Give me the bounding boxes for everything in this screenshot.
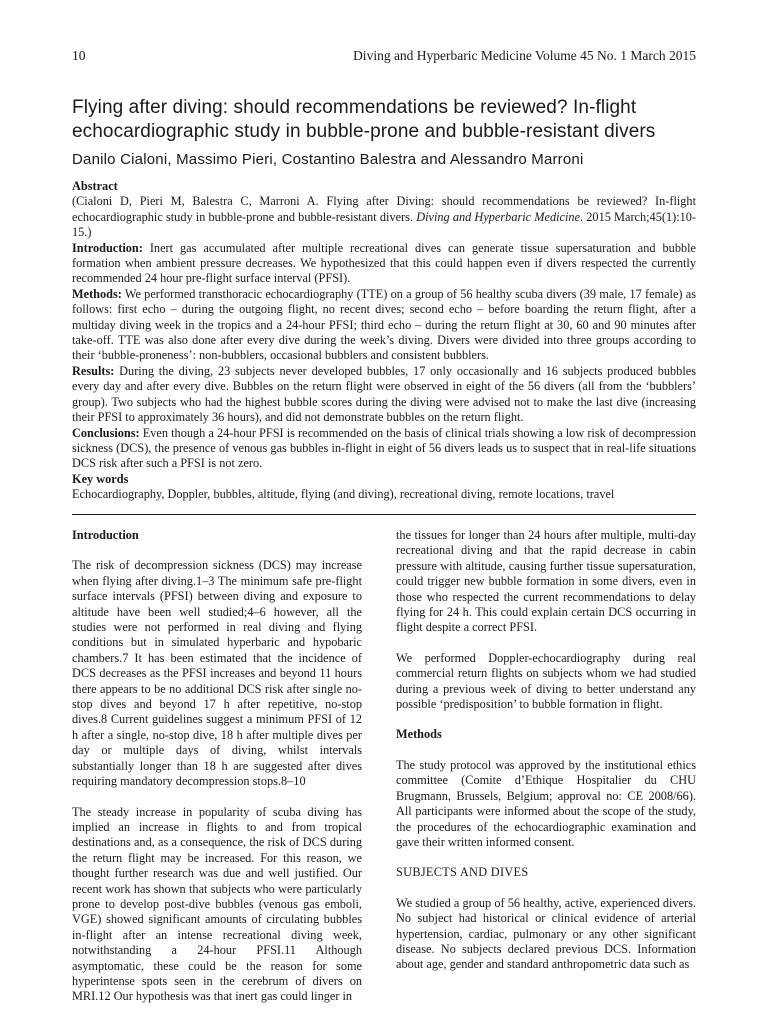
body-column-left (72, 528, 362, 1020)
section-divider (72, 514, 696, 515)
body-paragraph: We studied a group of 56 healthy, active, experienced divers. No subject had historical or clinical evidence of arterial hypertension, cardiac, pulmonary or any other significant disease. No subjects declared previous DCS. Information about age, gender and standard anthropometric data such as (396, 895, 696, 972)
abstract-results (72, 364, 696, 426)
body-paragraph: We performed Doppler-echocardiography during real commercial return flights on subjects whom we had studied during a previous week of diving to better understand any possible ‘predisposition’ to bubble formation in flight. (396, 650, 696, 712)
introduction-heading: Introduction (72, 528, 139, 542)
keywords-heading: Key words (72, 472, 129, 486)
results-text: During the diving, 23 subjects never developed bubbles, 17 only occasionally and 16 subjects produced bubbles every day and after every dive. Bubbles on the return flight were observed in eight of the 56 divers (all from the ‘bubblers’ group). Two subjects who had the highest bubble scores during the diving were advised not to make the last dive (increasing their PFSI to approximately 36 hours), and did not demonstrate bubbles on the return flight. (72, 363, 696, 425)
title-line-1: Flying after diving: should recommendations be reviewed? In-flight (72, 97, 637, 118)
journal-citation: Diving and Hyperbaric Medicine Volume 45 No. 1 March 2015 (353, 48, 696, 63)
page-number: 10 (72, 48, 86, 63)
intro-label: Introduction: (72, 240, 143, 255)
body-paragraph: The risk of decompression sickness (DCS) may increase when flying after diving.1–3 The minimum safe pre-flight surface intervals (PFSI) between diving and exposure to altitude have been well studied;4–6 however, all the studies were not performed in real diving and flying conditions but in simulated hyperbaric and hypobaric chambers.7 It has been estimated that the incidence of DCS decreases as the PFSI increases and beyond 11 hours there appears to be no additional DCS risk after single no-stop dives and beyond 17 h after repetitive, no-stop dives.8 Current guidelines suggest a minimum PFSI of 12 h after a single, no-stop dive, 18 h after multiple dives per day or multiple days of diving, whilst intervals substantially longer than 18 h are suggested after dives requiring mandatory decompression stops.8–10 (72, 558, 362, 789)
abstract (72, 179, 696, 472)
intro-text: Inert gas accumulated after multiple recreational dives can generate tissue supersaturation and bubble formation when ambient pressure decreases. We hypothesized that this could happen even if divers respected the currently recommended 24 hour pre-flight surface interval (PFSI). (72, 240, 696, 286)
body-paragraph: The study protocol was approved by the institutional ethics committee (Comite d’Ethique Hospitalier du CHU Brugmann, Brussels, Belgium; approval no: CE 2008/66). All participants were informed about the scope of the study, the procedures of the echocardiographic examination and gave their written informed consent. (396, 757, 696, 849)
citation-journal: Diving and Hyperbaric Medicine (416, 209, 581, 224)
keywords-text: Echocardiography, Doppler, bubbles, altitude, flying (and diving), recreational diving, remote locations, travel (72, 487, 615, 502)
subjects-heading: SUBJECTS AND DIVES (396, 865, 529, 880)
running-head (72, 48, 696, 66)
article-title (72, 96, 712, 144)
body-paragraph: The steady increase in popularity of scuba diving has implied an increase in flights to and from tropical destinations and, as a consequence, the risk of DCS during the return flight may be increased. For this reason, we thought further research was due and well justified. Our recent work has shown that subjects who were particularly prone to develop post-dive bubbles (venous gas emboli, VGE) showed significant amounts of circulating bubbles in-flight after an intense recreational diving week, notwithstanding a 24-hour PFSI.11 Although asymptomatic, these could be the reason for some hyperintense spots seen in the cerebrum of divers on MRI.12 Our hypothesis was that inert gas could linger in (72, 804, 362, 1004)
abstract-introduction (72, 241, 696, 287)
conclusions-label: Conclusions: (72, 425, 140, 440)
citation-text: (Cialoni D, Pieri M, Balestra C, Marroni A. Flying after Diving: should recommendations be reviewed? In-flight echocardiographic study in bubble-prone and bubble-resistant divers. (72, 194, 696, 224)
body-column-right (396, 528, 696, 988)
abstract-conclusions (72, 426, 696, 472)
abstract-citation (72, 194, 696, 240)
results-label: Results: (72, 363, 115, 378)
citation-date: . 2015 March;45(1):10-15.) (72, 209, 697, 240)
methods-heading: Methods (396, 727, 442, 742)
keywords (72, 472, 696, 503)
abstract-methods (72, 287, 696, 364)
conclusions-text: Even though a 24-hour PFSI is recommended on the basis of clinical trials showing a low risk of decompression sickness (DCS), the presence of venous gas bubbles in-flight in eight of 56 divers leads us to suspect that in real-life situations DCS risk after such a PFSI is not zero. (72, 425, 696, 471)
abstract-heading: Abstract (72, 179, 118, 193)
methods-text: We performed transthoracic echocardiography (TTE) on a group of 56 healthy scuba divers (39 male, 17 female) as follows: first echo – during the outgoing flight, no recent dives; second echo – before boarding the return flight, after a multiday diving week in the tropics and a 24-hour PFSI; third echo – during the return flight at 30, 60 and 90 minutes after take-off. TTE was also done after every dive during the week’s diving. Divers were divided into three groups according to their ‘bubble-proneness’: non-bubblers, occasional bubblers and consistent bubblers. (72, 286, 696, 363)
author-list: Danilo Cialoni, Massimo Pieri, Costantino Balestra and Alessandro Marroni (72, 151, 584, 168)
body-paragraph: the tissues for longer than 24 hours after multiple, multi-day recreational diving and that the rapid decrease in cabin pressure with altitude, causing further tissue supersaturation, could trigger new bubble formation in some divers, even in those who respected the current recommendations to delay flying for 24 h. This could explain certain DCS occurring in flight despite a correct PFSI. (396, 528, 696, 635)
methods-label: Methods: (72, 286, 122, 301)
title-line-2: echocardiographic study in bubble-prone and bubble-resistant divers (72, 121, 656, 142)
